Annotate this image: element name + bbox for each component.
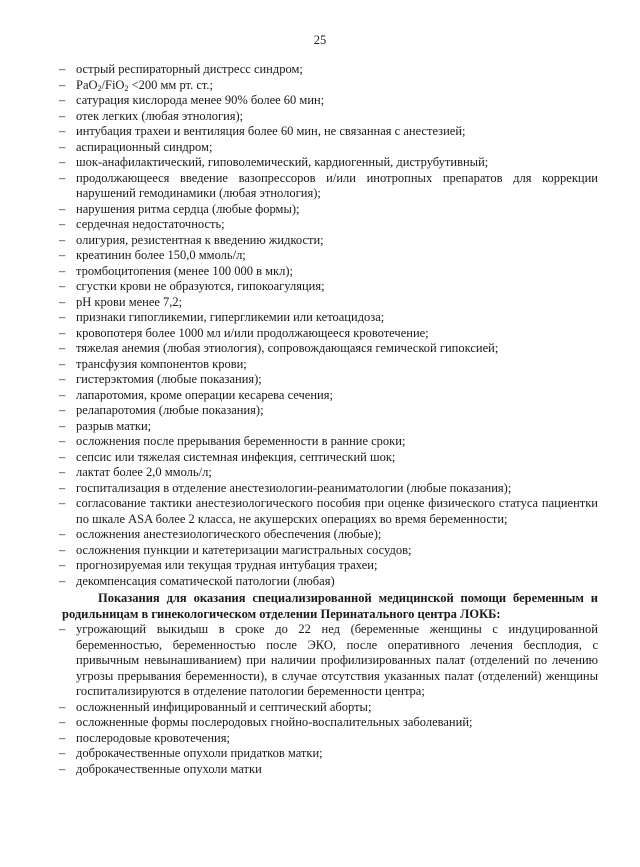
criteria-list [62,62,598,589]
list-item: – PaO$_2$/FiO$_2$ <200 мм рт. ст.; [62,78,598,94]
list-item: – тромбоцитопения (менее 100 000 в мкл); [62,264,598,280]
list-item: – кровопотеря более 1000 мл и/или продолжающееся кровотечение; [62,326,598,342]
list-item: – доброкачественные опухоли матки [62,762,598,778]
list-item: – госпитализация в отделение анестезиологии-реаниматологии (любые показания); [62,481,598,497]
list-item: – послеродовые кровотечения; [62,731,598,747]
list-item: – лапаротомия, кроме операции кесарева сечения; [62,388,598,404]
list-item: – сатурация кислорода менее 90% более 60 мин; [62,93,598,109]
list-item: – интубация трахеи и вентиляция более 60 мин, не связанная с анестезией; [62,124,598,140]
list-item: – угрожающий выкидыш в сроке до 22 нед (беременные женщины с индуцированной беременностью, беременностью после ЭКО, после оперативного лечения бесплодия, с привычным невынашиванием) при наличии профилизированных палат (отделений по лечению угрозы прерывания беременности), в случае отсутствия указанных палат (отделений) женщины госпитализируются в отделение патологии беременности центра; [62,622,598,700]
list-item: – осложненные формы послеродовых гнойно-воспалительных заболеваний; [62,715,598,731]
list-item: – олигурия, резистентная к введению жидкости; [62,233,598,249]
section-heading: Показания для оказания специализированной медицинской помощи беременным и родильницам в гинекологическом отделении Перинатального центра ЛОКБ: [62,591,598,621]
list-item: – острый респираторный дистресс синдром; [62,62,598,78]
list-item: – аспирационный синдром; [62,140,598,156]
list-item: – сердечная недостаточность; [62,217,598,233]
list-item: – отек легких (любая этнология); [62,109,598,125]
list-item: – доброкачественные опухоли придатков матки; [62,746,598,762]
list-item: – продолжающееся введение вазопрессоров и/или инотропных препаратов для коррекции нарушений гемодинамики (любая этнология); [62,171,598,202]
list-item: – осложнения пункции и катетеризации магистральных сосудов; [62,543,598,559]
list-item: – pH крови менее 7,2; [62,295,598,311]
page-number: 25 [313,33,327,47]
list-item: – признаки гипогликемии, гипергликемии или кетоацидоза; [62,310,598,326]
list-item: – релапаротомия (любые показания); [62,403,598,419]
list-item: – разрыв матки; [62,419,598,435]
list-item: – лактат более 2,0 ммоль/л; [62,465,598,481]
list-item: – нарушения ритма сердца (любые формы); [62,202,598,218]
list-item: – осложнения анестезиологического обеспечения (любые); [62,527,598,543]
list-item: – сепсис или тяжелая системная инфекция, септический шок; [62,450,598,466]
list-item: – прогнозируемая или текущая трудная интубация трахеи; [62,558,598,574]
list-item: – трансфузия компонентов крови; [62,357,598,373]
list-item: – шок-анафилактический, гиповолемический, кардиогенный, диструбутивный; [62,155,598,171]
list-item: – гистерэктомия (любые показания); [62,372,598,388]
list-item: – осложненный инфицированный и септический аборты; [62,700,598,716]
gynecology-indications-list [62,622,598,777]
list-item: – креатинин более 150,0 ммоль/л; [62,248,598,264]
list-item: – сгустки крови не образуются, гипокоагуляция; [62,279,598,295]
list-item: – осложнения после прерывания беременности в ранние сроки; [62,434,598,450]
list-item: – согласование тактики анестезиологического пособия при оценке физического статуса пациентки по шкале ASA более 2 класса, не акушерских операциях во время беременности; [62,496,598,527]
list-item: – тяжелая анемия (любая этиология), сопровождающаяся гемической гипоксией; [62,341,598,357]
list-item: – декомпенсация соматической патологии (любая) [62,574,598,590]
